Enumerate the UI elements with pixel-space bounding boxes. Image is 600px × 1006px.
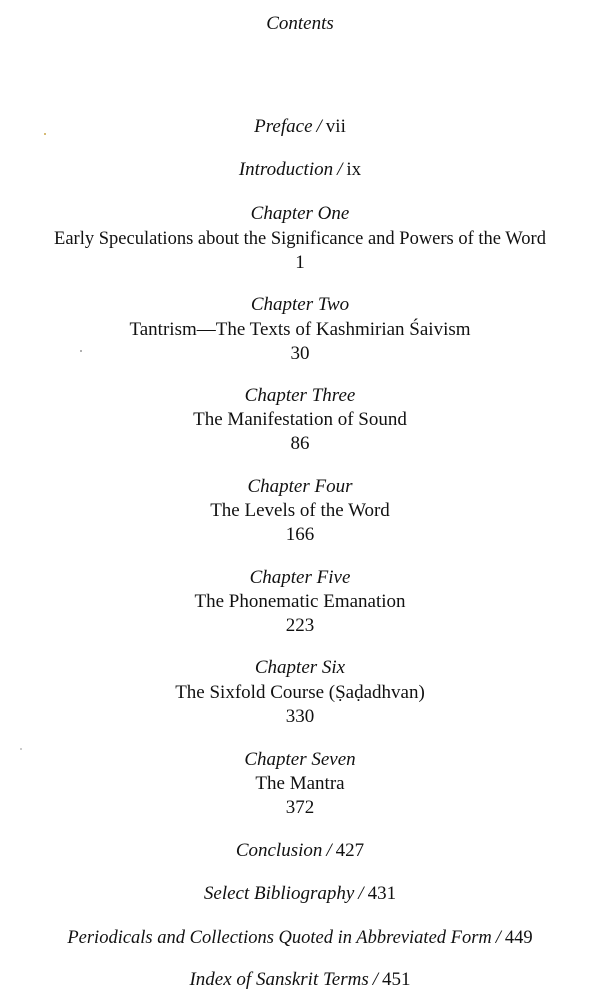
scan-speck [44,133,46,135]
chapter-title: Early Speculations about the Significance and Powers of the Word [54,229,546,249]
chapter-title: The Phonematic Emanation [194,591,406,612]
entry-separator: / [316,116,322,137]
entry-separator: / [358,883,364,904]
chapter-number: Chapter Five [249,567,351,588]
chapter-page: 30 [290,343,310,364]
toc-entry-preface [0,115,600,139]
entry-label: Select Bibliography [203,883,355,904]
page-title: Contents [266,13,334,34]
toc-entry-introduction [0,158,600,182]
entry-label: Preface [254,116,313,137]
chapter-number: Chapter Three [244,385,356,406]
entry-page: 449 [504,928,533,948]
toc-entry-conclusion [0,839,600,863]
entry-label: Index of Sanskrit Terms [189,969,369,990]
toc-entry-periodicals [0,926,600,950]
entry-label: Periodicals and Collections Quoted in Abbreviated Form [67,928,492,948]
chapter-number: Chapter Two [250,294,350,315]
entry-label: Conclusion [235,840,323,861]
entry-page: 427 [335,840,365,861]
entry-label: Introduction [238,159,334,180]
entry-separator: / [495,928,501,948]
toc-entry-bibliography [0,882,600,906]
chapter-title: The Manifestation of Sound [193,409,407,430]
chapter-page: 166 [285,524,315,545]
entry-separator: / [372,969,379,990]
chapter-number: Chapter Six [254,657,346,678]
chapter-number: Chapter One [250,203,350,224]
chapter-number: Chapter Seven [244,749,356,770]
entry-page: vii [325,116,346,137]
chapter-page: 86 [290,433,310,454]
chapter-page: 1 [295,252,305,273]
chapter-page: 372 [285,797,315,818]
toc-entry-index [0,968,600,992]
entry-page: ix [346,159,362,180]
entry-page: 431 [367,883,397,904]
chapter-number: Chapter Four [247,476,353,497]
chapter-title: The Mantra [255,773,345,794]
scan-speck [80,350,82,352]
entry-separator: / [337,159,343,180]
scan-speck [20,748,22,750]
chapter-title: The Levels of the Word [210,500,390,521]
entry-separator: / [326,840,332,861]
chapter-title: The Sixfold Course (Ṣaḍadhvan) [175,682,425,703]
chapter-page: 330 [285,706,315,727]
chapter-title: Tantrism—The Texts of Kashmirian Śaivism [129,319,471,340]
chapter-page: 223 [285,615,315,636]
entry-page: 451 [382,969,411,990]
